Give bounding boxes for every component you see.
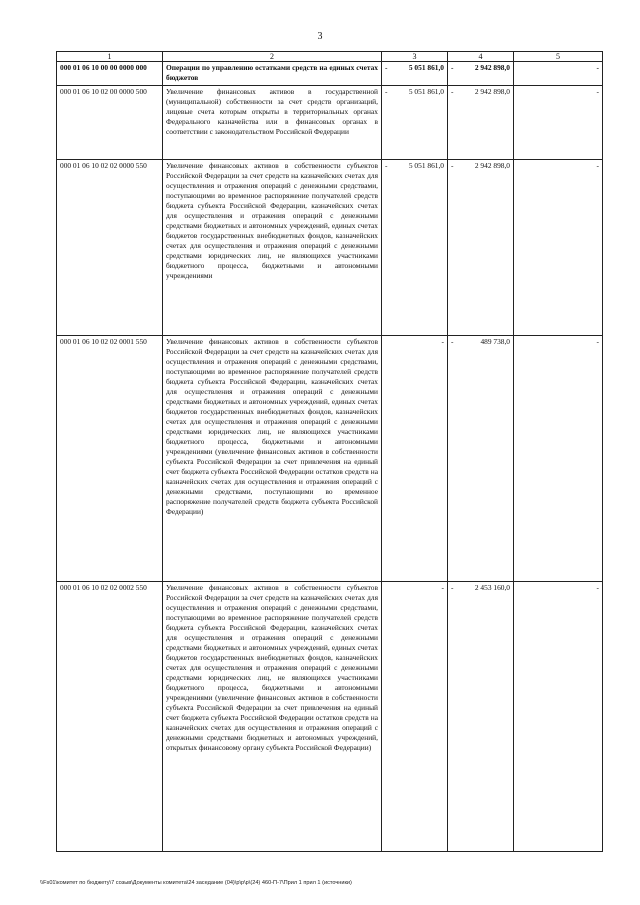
amount-col4 [448, 160, 514, 336]
amount-col5: - [514, 336, 603, 582]
amount-col5: - [514, 582, 603, 852]
amount-col4 [448, 62, 514, 86]
budget-code: 000 01 06 10 02 02 0002 550 [57, 582, 163, 852]
amount-sign: - [451, 87, 454, 96]
amount-value: - [441, 583, 444, 592]
file-path-footer: \\Fs01\комитет по бюджету\7 созыв\Документы комитета\24 заседание (04)\p\р\p\(24) 460-П-7\Прил 1 прил 1 (источники) [40, 880, 352, 886]
amount-col4 [448, 582, 514, 852]
table-header-row [57, 52, 603, 62]
amount-value: 5 051 861,0 [408, 87, 444, 96]
sources-table [56, 51, 603, 852]
budget-code: 000 01 06 10 02 02 0000 550 [57, 160, 163, 336]
amount-sign: - [451, 63, 454, 72]
column-header-5: 5 [514, 52, 603, 62]
amount-col3 [382, 582, 448, 852]
amount-value: - [441, 337, 444, 346]
table-row [57, 86, 603, 160]
amount-sign: - [451, 337, 454, 346]
amount-col5: - [514, 160, 603, 336]
amount-col4 [448, 336, 514, 582]
amount-sign: - [385, 87, 388, 96]
table-row [57, 582, 603, 852]
column-header-3: 3 [382, 52, 448, 62]
amount-sign: - [385, 161, 388, 170]
amount-value: 2 453 160,0 [474, 583, 510, 592]
budget-code: 000 01 06 10 02 02 0001 550 [57, 336, 163, 582]
operation-description: Увеличение финансовых активов в государственной (муниципальной) собственности за счет средств организаций, лицевые счета которым открыты в территориальных органах Федерального казначейства или в финансовых органах в соответствии с законодательством Российской Федерации [163, 86, 382, 160]
amount-col3 [382, 86, 448, 160]
table-row [57, 336, 603, 582]
table-row [57, 62, 603, 86]
amount-sign: - [451, 583, 454, 592]
amount-value: 2 942 898,0 [474, 63, 510, 72]
column-header-1: 1 [57, 52, 163, 62]
amount-sign: - [451, 161, 454, 170]
budget-code: 000 01 06 10 02 00 0000 500 [57, 86, 163, 160]
operation-description: Увеличение финансовых активов в собственности субъектов Российской Федерации за счет средств на казначейских счетах для осуществления и отражения операций с денежными средствами, поступающими во временное распоряжение получателей средств бюджета субъекта Российской Федерации, казначейских счетах для осуществления и отражения операций с денежными средствами бюджетных и автономных учреждений, единых счетах бюджетов государственных внебюджетных фондов, казначейских счетах для осуществления и отражения операций с денежными средствами юридических лиц, не являющихся участниками бюджетного процесса, бюджетными и автономными учреждениями (увеличение финансовых активов в собственности субъекта Российской Федерации за счет привлечения на единый счет бюджета субъекта Российской Федерации остатков средств на казначейских счетах для осуществления и отражения операций с денежными средствами бюджетных и автономных учреждений, открытых финансовому органу субъекта Российской Федерации) [163, 582, 382, 852]
amount-col3 [382, 160, 448, 336]
column-header-2: 2 [163, 52, 382, 62]
amount-col5: - [514, 62, 603, 86]
column-header-4: 4 [448, 52, 514, 62]
amount-col3 [382, 336, 448, 582]
amount-col4 [448, 86, 514, 160]
operation-description: Увеличение финансовых активов в собственности субъектов Российской Федерации за счет средств на казначейских счетах для осуществления и отражения операций с денежными средствами, поступающими во временное распоряжение получателей средств бюджета субъекта Российской Федерации, казначейских счетах для осуществления и отражения операций с денежными средствами бюджетных и автономных учреждений, единых счетах бюджетов государственных внебюджетных фондов, казначейских счетах для осуществления и отражения операций с денежными средствами юридических лиц, не являющихся участниками бюджетного процесса, бюджетными и автономными учреждениями [163, 160, 382, 336]
operation-description: Увеличение финансовых активов в собственности субъектов Российской Федерации за счет средств на казначейских счетах для осуществления и отражения операций с денежными средствами, поступающими во временное распоряжение получателей средств бюджета субъекта Российской Федерации, казначейских счетах для осуществления и отражения операций с денежными средствами бюджетных и автономных учреждений, единых счетах бюджетов государственных внебюджетных фондов, казначейских счетах для осуществления и отражения операций с денежными средствами юридических лиц, не являющихся участниками бюджетного процесса, бюджетными и автономными учреждениями (увеличение финансовых активов в собственности субъекта Российской Федерации за счет привлечения на единый счет бюджета субъекта Российской Федерации остатков средств на казначейских счетах для осуществления и отражения операций с денежными средствами, поступающими во временное распоряжение получателей средств бюджета субъекта Российской Федерации) [163, 336, 382, 582]
amount-value: 2 942 898,0 [474, 161, 510, 170]
page-number: 3 [317, 31, 323, 42]
amount-col5: - [514, 86, 603, 160]
amount-sign: - [385, 63, 388, 72]
amount-value: 489 738,0 [480, 337, 510, 346]
amount-col3 [382, 62, 448, 86]
budget-code: 000 01 06 10 00 00 0000 000 [57, 62, 163, 86]
amount-value: 5 051 861,0 [408, 63, 444, 72]
amount-value: 2 942 898,0 [474, 87, 510, 96]
amount-value: 5 051 861,0 [408, 161, 444, 170]
table-row [57, 160, 603, 336]
operation-description: Операции по управлению остатками средств на единых счетах бюджетов [163, 62, 382, 86]
